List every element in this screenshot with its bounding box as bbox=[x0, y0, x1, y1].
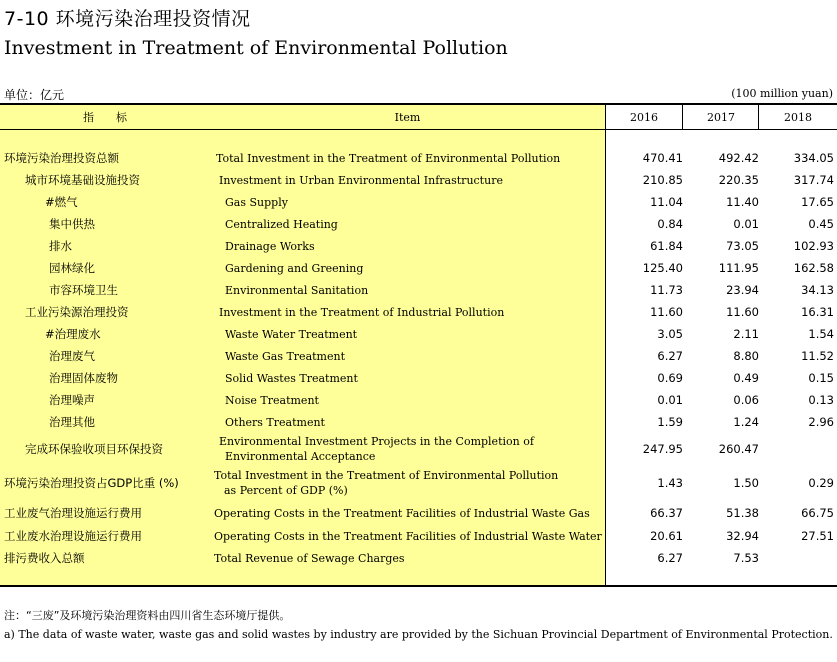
value-2017: 0.01 bbox=[733, 217, 759, 231]
value-2016: 11.73 bbox=[650, 283, 683, 297]
value-2016: 61.84 bbox=[650, 239, 683, 253]
row-label-en-block bbox=[214, 467, 558, 499]
row-label-en: Environmental Sanitation bbox=[225, 283, 369, 297]
row-label-cn: #治理废水 bbox=[45, 327, 101, 341]
value-2017: 111.95 bbox=[718, 261, 759, 275]
table-row bbox=[0, 279, 837, 301]
value-2016: 470.41 bbox=[642, 151, 683, 165]
row-label-cn: 环境污染治理投资占GDP比重 (%) bbox=[4, 476, 179, 490]
value-2017: 32.94 bbox=[726, 529, 759, 543]
value-2018: 2.96 bbox=[808, 415, 834, 429]
value-2018: 34.13 bbox=[801, 283, 834, 297]
row-label-en: Noise Treatment bbox=[225, 393, 319, 407]
value-2017: 7.53 bbox=[733, 551, 759, 565]
unit-label-en: (100 million yuan) bbox=[731, 87, 833, 100]
value-2016: 1.59 bbox=[657, 415, 683, 429]
value-2017: 0.49 bbox=[733, 371, 759, 385]
value-2017: 1.50 bbox=[733, 476, 759, 490]
table-row bbox=[0, 213, 837, 235]
value-2017: 220.35 bbox=[718, 173, 759, 187]
table-row bbox=[0, 169, 837, 191]
row-label-en: Investment in the Treatment of Industrial Pollution bbox=[219, 305, 505, 319]
value-2016: 0.01 bbox=[657, 393, 683, 407]
row-label-en: Investment in Urban Environmental Infrastructure bbox=[219, 173, 503, 187]
value-2016: 247.95 bbox=[642, 442, 683, 456]
value-2017: 0.06 bbox=[733, 393, 759, 407]
header-rule bbox=[0, 129, 837, 130]
row-label-cn: 城市环境基础设施投资 bbox=[25, 173, 140, 187]
table-title-en: Investment in Treatment of Environmental Pollution bbox=[4, 37, 508, 59]
value-2016: 0.69 bbox=[657, 371, 683, 385]
row-label-en: Operating Costs in the Treatment Facilities of Industrial Waste Gas bbox=[214, 506, 590, 520]
table-row bbox=[0, 367, 837, 389]
value-2016: 11.60 bbox=[650, 305, 683, 319]
table-row bbox=[0, 502, 837, 524]
value-2016: 20.61 bbox=[650, 529, 683, 543]
row-label-en: Gas Supply bbox=[225, 195, 288, 209]
row-label-en: Environmental Investment Projects in the Completion of bbox=[219, 435, 534, 448]
row-label-en: Operating Costs in the Treatment Facilities of Industrial Waste Water bbox=[214, 529, 602, 543]
value-2018: 11.52 bbox=[801, 349, 834, 363]
value-2016: 6.27 bbox=[657, 551, 683, 565]
value-2017: 1.24 bbox=[733, 415, 759, 429]
unit-label-cn: 单位：亿元 bbox=[4, 88, 65, 102]
header-divider bbox=[758, 105, 759, 129]
value-2018: 0.29 bbox=[808, 476, 834, 490]
value-2018: 0.15 bbox=[808, 371, 834, 385]
header-year-2018: 2018 bbox=[784, 110, 812, 124]
row-label-en-continued: Environmental Acceptance bbox=[225, 450, 376, 463]
row-label-cn: 排污费收入总额 bbox=[4, 551, 85, 565]
table-title-cn: 7-10 环境污染治理投资情况 bbox=[4, 8, 251, 30]
value-2016: 11.04 bbox=[650, 195, 683, 209]
row-label-cn: 工业废气治理设施运行费用 bbox=[4, 506, 142, 520]
value-2018: 334.05 bbox=[793, 151, 834, 165]
value-2018: 0.13 bbox=[808, 393, 834, 407]
table-row bbox=[0, 323, 837, 345]
table-row bbox=[0, 525, 837, 547]
row-label-cn: 工业污染源治理投资 bbox=[25, 305, 129, 319]
value-2017: 260.47 bbox=[718, 442, 759, 456]
value-2016: 210.85 bbox=[642, 173, 683, 187]
row-label-cn: 环境污染治理投资总额 bbox=[4, 151, 119, 165]
value-2018 bbox=[759, 547, 834, 569]
header-indicator: 指 标 bbox=[83, 111, 127, 124]
value-2017: 492.42 bbox=[718, 151, 759, 165]
value-2018: 66.75 bbox=[801, 506, 834, 520]
row-label-en: Total Investment in the Treatment of Environmental Pollution bbox=[214, 469, 559, 482]
table-row bbox=[0, 257, 837, 279]
row-label-cn: 治理其他 bbox=[49, 415, 95, 429]
row-label-en: Solid Wastes Treatment bbox=[225, 371, 358, 385]
table-row bbox=[0, 547, 837, 569]
value-2016: 6.27 bbox=[657, 349, 683, 363]
value-2018: 317.74 bbox=[793, 173, 834, 187]
footnote-cn: 注：“三废”及环境污染治理资料由四川省生态环境厅提供。 bbox=[4, 609, 291, 622]
row-label-cn: 市容环境卫生 bbox=[49, 283, 118, 297]
row-label-en-continued: as Percent of GDP (%) bbox=[224, 484, 348, 497]
value-2016: 0.84 bbox=[657, 217, 683, 231]
table-row bbox=[0, 235, 837, 257]
table-bottom-rule bbox=[0, 585, 837, 587]
row-label-en-block bbox=[219, 433, 534, 465]
value-2018: 16.31 bbox=[801, 305, 834, 319]
header-year-2017: 2017 bbox=[707, 110, 735, 124]
row-label-en: Waste Water Treatment bbox=[225, 327, 358, 341]
value-2017: 73.05 bbox=[726, 239, 759, 253]
value-2018: 0.45 bbox=[808, 217, 834, 231]
value-2017: 23.94 bbox=[726, 283, 759, 297]
row-label-cn: 集中供热 bbox=[49, 217, 95, 231]
value-2018: 17.65 bbox=[801, 195, 834, 209]
value-2016: 1.43 bbox=[657, 476, 683, 490]
value-2018: 27.51 bbox=[801, 529, 834, 543]
row-label-cn: 治理废气 bbox=[49, 349, 95, 363]
value-2017: 11.40 bbox=[726, 195, 759, 209]
table-row bbox=[0, 345, 837, 367]
row-label-cn: 治理噪声 bbox=[49, 393, 95, 407]
value-2016: 66.37 bbox=[650, 506, 683, 520]
value-2017: 2.11 bbox=[733, 327, 759, 341]
row-label-en: Centralized Heating bbox=[225, 217, 338, 231]
table-row bbox=[0, 467, 837, 499]
table-row bbox=[0, 191, 837, 213]
value-2018: 162.58 bbox=[793, 261, 834, 275]
row-label-cn: 工业废水治理设施运行费用 bbox=[4, 529, 142, 543]
table-row bbox=[0, 411, 837, 433]
footnote-en: a) The data of waste water, waste gas and solid wastes by industry are provided by the Sichuan Provincial Department of Environmental Protection. bbox=[4, 628, 833, 641]
value-2017: 51.38 bbox=[726, 506, 759, 520]
header-year-2016: 2016 bbox=[630, 110, 658, 124]
value-2016: 125.40 bbox=[642, 261, 683, 275]
value-2017: 11.60 bbox=[726, 305, 759, 319]
table-row bbox=[0, 301, 837, 323]
row-label-en: Total Revenue of Sewage Charges bbox=[214, 551, 405, 565]
row-label-cn: 排水 bbox=[49, 239, 72, 253]
table-row bbox=[0, 389, 837, 411]
row-label-cn: 治理固体废物 bbox=[49, 371, 118, 385]
header-divider bbox=[682, 105, 683, 129]
value-2016: 3.05 bbox=[657, 327, 683, 341]
value-2018: 1.54 bbox=[808, 327, 834, 341]
row-label-cn: 完成环保验收项目环保投资 bbox=[25, 442, 163, 456]
row-label-en: Gardening and Greening bbox=[225, 261, 364, 275]
row-label-cn: #燃气 bbox=[45, 195, 78, 209]
table-row bbox=[0, 433, 837, 465]
row-label-en: Total Investment in the Treatment of Environmental Pollution bbox=[216, 151, 561, 165]
value-2018 bbox=[759, 433, 834, 465]
row-label-en: Others Treatment bbox=[225, 415, 325, 429]
row-label-en: Waste Gas Treatment bbox=[225, 349, 345, 363]
row-label-cn: 园林绿化 bbox=[49, 261, 95, 275]
row-label-en: Drainage Works bbox=[225, 239, 315, 253]
value-2017: 8.80 bbox=[733, 349, 759, 363]
value-2018: 102.93 bbox=[793, 239, 834, 253]
header-item: Item bbox=[394, 110, 421, 124]
table-row bbox=[0, 147, 837, 169]
